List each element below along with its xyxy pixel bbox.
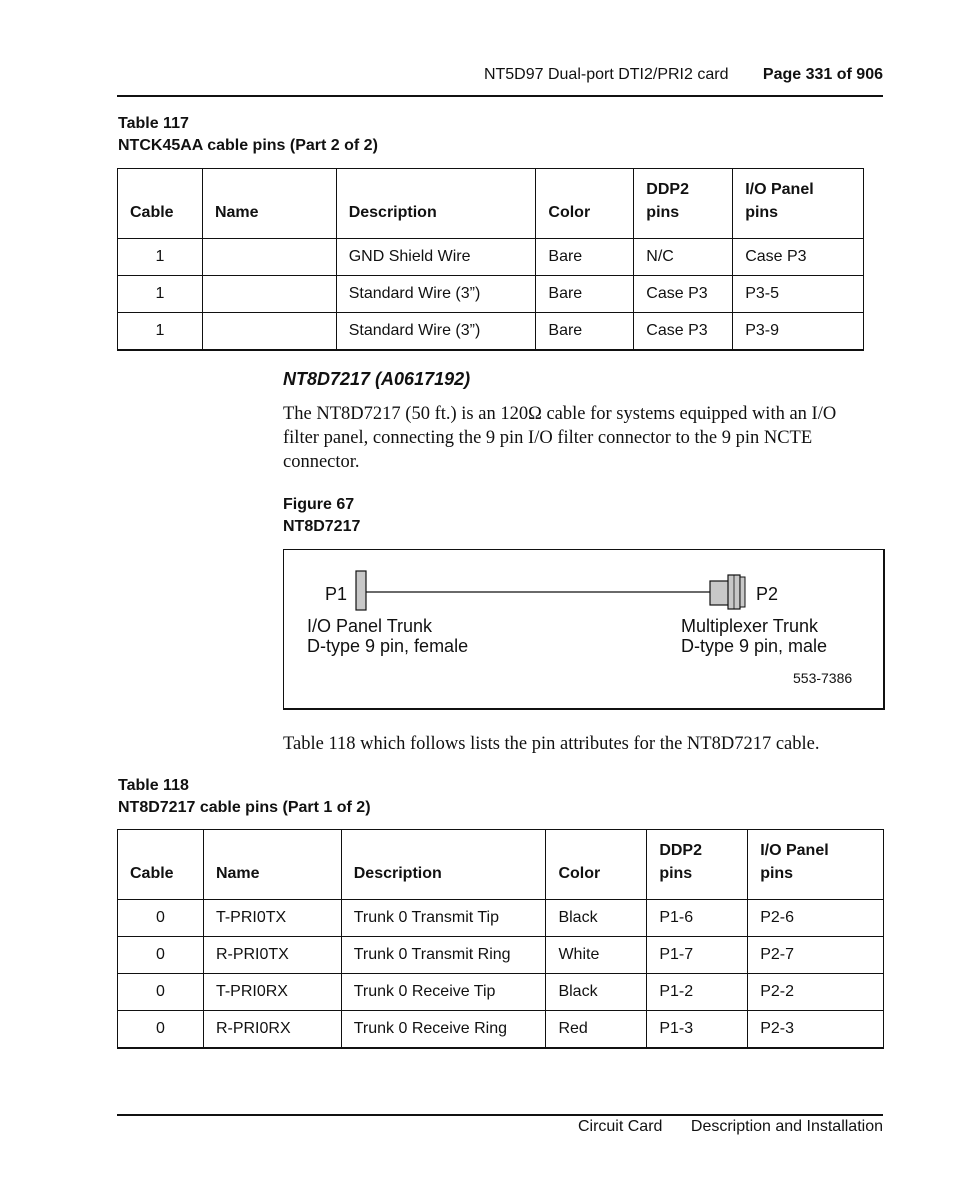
table-row	[118, 1011, 884, 1049]
column-header: Color	[546, 830, 647, 900]
table-row	[118, 974, 884, 1011]
column-header: DDP2 pins	[647, 830, 748, 900]
p1-connector-icon	[356, 571, 366, 610]
table-cell: White	[546, 937, 647, 974]
table118-title: NT8D7217 cable pins (Part 1 of 2)	[118, 799, 371, 816]
p2-connector-icon	[710, 575, 745, 609]
column-header: Name	[202, 169, 336, 239]
table-cell: 1	[118, 239, 203, 276]
table-cell: P1-3	[647, 1011, 748, 1049]
column-header: Description	[341, 830, 546, 900]
column-header: I/O Panel pins	[733, 169, 864, 239]
table-cell: Case P3	[634, 276, 733, 313]
p2-label: P2	[756, 584, 779, 604]
table-cell: P2-2	[748, 974, 884, 1011]
column-header: Cable	[118, 830, 204, 900]
table-cell: P1-2	[647, 974, 748, 1011]
table118-intro: Table 118 which follows lists the pin attributes for the NT8D7217 cable.	[283, 734, 820, 754]
p1-description-line2: D-type 9 pin, female	[307, 636, 469, 656]
figure67-title: NT8D7217	[283, 518, 361, 535]
table-header-row	[118, 830, 884, 900]
figure-id: 553-7386	[793, 670, 853, 686]
table-cell: P3-9	[733, 313, 864, 351]
p2-description	[681, 616, 827, 656]
footer-rule	[117, 1114, 883, 1116]
p1-description-line1: I/O Panel Trunk	[307, 616, 433, 636]
table-cell: Trunk 0 Receive Ring	[341, 1011, 546, 1049]
table-row	[118, 276, 864, 313]
table-cell: 1	[118, 313, 203, 351]
table-cell: Trunk 0 Receive Tip	[341, 974, 546, 1011]
table-cell: Standard Wire (3”)	[336, 276, 536, 313]
table-row	[118, 313, 864, 351]
table-cell	[202, 239, 336, 276]
table-cell: Trunk 0 Transmit Ring	[341, 937, 546, 974]
table-cell	[202, 313, 336, 351]
page-footer	[578, 1118, 883, 1136]
footer-left: Circuit Card	[577, 1118, 663, 1135]
table-cell: Standard Wire (3”)	[336, 313, 536, 351]
table-cell	[202, 276, 336, 313]
table-cell: 0	[118, 937, 204, 974]
table-cell: P3-5	[733, 276, 864, 313]
table-cell: GND Shield Wire	[336, 239, 536, 276]
table-cell: Bare	[536, 313, 634, 351]
table-cell: R-PRI0RX	[203, 1011, 341, 1049]
table-cell: Red	[546, 1011, 647, 1049]
table-cell: P1-6	[647, 900, 748, 937]
column-header: Description	[336, 169, 536, 239]
table-cell: P2-3	[748, 1011, 884, 1049]
column-header: Name	[203, 830, 341, 900]
table-cell: Bare	[536, 239, 634, 276]
table-row	[118, 937, 884, 974]
table117-number: Table 117	[118, 115, 189, 132]
column-header: Cable	[118, 169, 203, 239]
page-header	[484, 66, 883, 84]
table-cell: 0	[118, 974, 204, 1011]
table118-caption	[118, 775, 371, 819]
table118	[117, 829, 884, 1049]
table-cell: P2-7	[748, 937, 884, 974]
document-title: NT5D97 Dual-port DTI2/PRI2 card	[483, 66, 729, 83]
table-cell: Black	[546, 974, 647, 1011]
table-cell: Case P3	[634, 313, 733, 351]
table-cell: Bare	[536, 276, 634, 313]
page-number: Page 331 of 906	[762, 66, 883, 83]
section-heading: NT8D7217 (A0617192)	[283, 369, 471, 389]
figure67-caption	[283, 494, 360, 538]
p1-label: P1	[325, 584, 348, 604]
table-cell: T-PRI0RX	[203, 974, 341, 1011]
table-cell: 0	[118, 1011, 204, 1049]
table117-caption	[118, 113, 378, 157]
table117	[117, 168, 864, 351]
section-paragraph: The NT8D7217 (50 ft.) is an 120Ω cable for systems equipped with an I/O filter panel, connecting the 9 pin I/O filter connector to the 9 pin NCTE connector.	[283, 404, 837, 472]
table-cell: 1	[118, 276, 203, 313]
table118-number: Table 118	[118, 777, 189, 794]
table-cell: P1-7	[647, 937, 748, 974]
table-cell: Trunk 0 Transmit Tip	[341, 900, 546, 937]
table117-title: NTCK45AA cable pins (Part 2 of 2)	[118, 137, 378, 154]
header-rule	[117, 95, 883, 97]
footer-right: Description and Installation	[690, 1118, 883, 1135]
table-row	[118, 900, 884, 937]
column-header: Color	[536, 169, 634, 239]
p2-description-line1: Multiplexer Trunk	[681, 616, 819, 636]
figure67-diagram	[283, 549, 885, 710]
table-cell: Case P3	[733, 239, 864, 276]
table-cell: Black	[546, 900, 647, 937]
table-cell: R-PRI0TX	[203, 937, 341, 974]
column-header: I/O Panel pins	[748, 830, 884, 900]
table-cell: P2-6	[748, 900, 884, 937]
p1-description	[307, 616, 468, 656]
table-cell: N/C	[634, 239, 733, 276]
figure67-number: Figure 67	[283, 496, 355, 513]
table-header-row	[118, 169, 864, 239]
table-row	[118, 239, 864, 276]
column-header: DDP2 pins	[634, 169, 733, 239]
table-cell: T-PRI0TX	[203, 900, 341, 937]
table-cell: 0	[118, 900, 204, 937]
p2-description-line2: D-type 9 pin, male	[681, 636, 828, 656]
